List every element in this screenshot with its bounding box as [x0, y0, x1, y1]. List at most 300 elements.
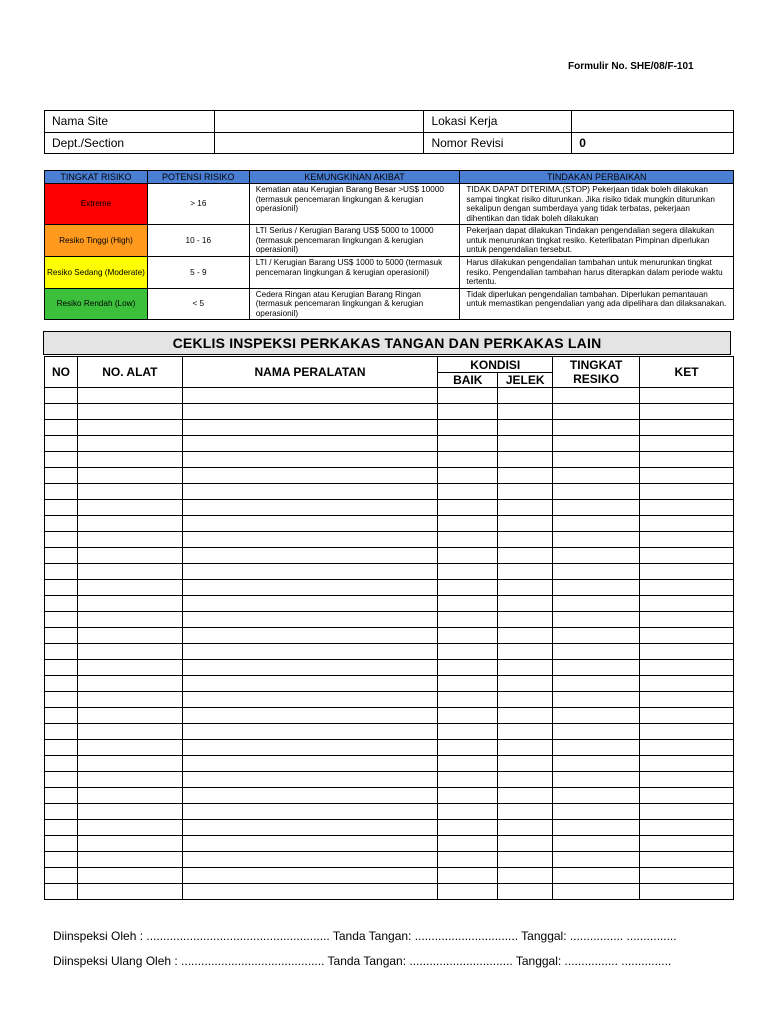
- cell-jelek[interactable]: [498, 548, 553, 564]
- cell-no[interactable]: [45, 532, 78, 548]
- table-row: [45, 884, 734, 900]
- cell-baik[interactable]: [438, 516, 498, 532]
- cell-tingkat-resiko[interactable]: [553, 532, 640, 548]
- table-row: [45, 468, 734, 484]
- cell-ket[interactable]: [640, 644, 734, 660]
- cell-jelek[interactable]: [498, 708, 553, 724]
- cell-baik[interactable]: [438, 564, 498, 580]
- cell-no-alat[interactable]: [77, 852, 182, 868]
- checklist-table: [44, 356, 734, 900]
- cell-no[interactable]: [45, 724, 78, 740]
- legend-row-moderate: [45, 257, 734, 289]
- cell-nama-peralatan[interactable]: [182, 564, 438, 580]
- cell-nama-peralatan[interactable]: [182, 436, 438, 452]
- cell-jelek[interactable]: [498, 564, 553, 580]
- cell-jelek[interactable]: [498, 692, 553, 708]
- tindakan-low: Tidak diperlukan pengendalian tambahan. Diperlukan pemantauan untuk memastikan pengendalian yang ada dipelihara dan dilaksanakan.: [460, 288, 734, 320]
- cell-tingkat-resiko[interactable]: [553, 564, 640, 580]
- legend-row-low: [45, 288, 734, 320]
- cell-no-alat[interactable]: [77, 388, 182, 404]
- cell-baik[interactable]: [438, 468, 498, 484]
- table-row: [45, 868, 734, 884]
- potensi-moderate: 5 - 9: [147, 257, 249, 289]
- cell-nama-peralatan[interactable]: [182, 644, 438, 660]
- cell-jelek[interactable]: [498, 756, 553, 772]
- akibat-extreme: Kematian atau Kerugian Barang Besar >US$ 10000 (termasuk pencemaran lingkungan & kerugian operasionil): [249, 184, 460, 225]
- cell-no-alat[interactable]: [77, 756, 182, 772]
- cell-nama-peralatan[interactable]: [182, 532, 438, 548]
- cell-no[interactable]: [45, 516, 78, 532]
- cell-no-alat[interactable]: [77, 884, 182, 900]
- cell-jelek[interactable]: [498, 836, 553, 852]
- cell-no[interactable]: [45, 852, 78, 868]
- cell-no[interactable]: [45, 404, 78, 420]
- cell-ket[interactable]: [640, 420, 734, 436]
- table-row: [45, 580, 734, 596]
- cell-jelek[interactable]: [498, 804, 553, 820]
- cell-baik[interactable]: [438, 740, 498, 756]
- table-row: [45, 612, 734, 628]
- cell-no[interactable]: [45, 484, 78, 500]
- cell-ket[interactable]: [640, 452, 734, 468]
- cell-no-alat[interactable]: [77, 724, 182, 740]
- cell-tingkat-resiko[interactable]: [553, 628, 640, 644]
- cell-no[interactable]: [45, 420, 78, 436]
- table-row: [45, 724, 734, 740]
- cell-no-alat[interactable]: [77, 708, 182, 724]
- cell-ket[interactable]: [640, 836, 734, 852]
- cell-ket[interactable]: [640, 820, 734, 836]
- cell-tingkat-resiko[interactable]: [553, 692, 640, 708]
- cell-baik[interactable]: [438, 580, 498, 596]
- legend-header-akibat: KEMUNGKINAN AKIBAT: [249, 171, 460, 184]
- nama-site-label: Nama Site: [45, 111, 215, 133]
- cell-tingkat-resiko[interactable]: [553, 580, 640, 596]
- cell-jelek[interactable]: [498, 740, 553, 756]
- cell-nama-peralatan[interactable]: [182, 820, 438, 836]
- cell-nama-peralatan[interactable]: [182, 756, 438, 772]
- cell-tingkat-resiko[interactable]: [553, 612, 640, 628]
- cell-nama-peralatan[interactable]: [182, 388, 438, 404]
- risk-level-extreme: Extreme: [45, 184, 148, 225]
- cell-no-alat[interactable]: [77, 692, 182, 708]
- table-row: [45, 404, 734, 420]
- cell-tingkat-resiko[interactable]: [553, 404, 640, 420]
- table-row: [45, 676, 734, 692]
- cell-ket[interactable]: [640, 676, 734, 692]
- cell-jelek[interactable]: [498, 500, 553, 516]
- table-row: [45, 516, 734, 532]
- lokasi-kerja-label: Lokasi Kerja: [424, 111, 572, 133]
- cell-no[interactable]: [45, 692, 78, 708]
- legend-row-extreme: [45, 184, 734, 225]
- cell-nama-peralatan[interactable]: [182, 852, 438, 868]
- cell-baik[interactable]: [438, 884, 498, 900]
- cell-no-alat[interactable]: [77, 772, 182, 788]
- cell-baik[interactable]: [438, 708, 498, 724]
- cell-baik[interactable]: [438, 644, 498, 660]
- table-row: [45, 484, 734, 500]
- cell-tingkat-resiko[interactable]: [553, 724, 640, 740]
- cell-ket[interactable]: [640, 564, 734, 580]
- cell-no-alat[interactable]: [77, 404, 182, 420]
- cell-jelek[interactable]: [498, 884, 553, 900]
- dept-section-field[interactable]: [214, 132, 424, 154]
- cell-tingkat-resiko[interactable]: [553, 804, 640, 820]
- cell-baik[interactable]: [438, 692, 498, 708]
- cell-no[interactable]: [45, 596, 78, 612]
- potensi-low: < 5: [147, 288, 249, 320]
- cell-nama-peralatan[interactable]: [182, 484, 438, 500]
- col-tingkat-resiko: TINGKAT RESIKO: [553, 357, 640, 388]
- cell-nama-peralatan[interactable]: [182, 772, 438, 788]
- cell-ket[interactable]: [640, 596, 734, 612]
- table-row: [45, 564, 734, 580]
- cell-no-alat[interactable]: [77, 420, 182, 436]
- cell-ket[interactable]: [640, 756, 734, 772]
- table-row: [45, 772, 734, 788]
- cell-tingkat-resiko[interactable]: [553, 772, 640, 788]
- risk-legend-table: [44, 170, 734, 320]
- cell-jelek[interactable]: [498, 436, 553, 452]
- cell-no-alat[interactable]: [77, 516, 182, 532]
- cell-jelek[interactable]: [498, 724, 553, 740]
- legend-row-high: [45, 225, 734, 257]
- cell-tingkat-resiko[interactable]: [553, 788, 640, 804]
- cell-jelek[interactable]: [498, 388, 553, 404]
- cell-nama-peralatan[interactable]: [182, 868, 438, 884]
- risk-level-low: Resiko Rendah (Low): [45, 288, 148, 320]
- cell-nama-peralatan[interactable]: [182, 836, 438, 852]
- col-no: NO: [45, 357, 78, 388]
- cell-baik[interactable]: [438, 676, 498, 692]
- cell-jelek[interactable]: [498, 468, 553, 484]
- footer-reinspected-by: Diinspeksi Ulang Oleh : ........................................... Tanda Tangan: ............................... Tanggal: ................ ...............: [53, 954, 672, 968]
- cell-tingkat-resiko[interactable]: [553, 516, 640, 532]
- cell-tingkat-resiko[interactable]: [553, 836, 640, 852]
- cell-ket[interactable]: [640, 852, 734, 868]
- cell-ket[interactable]: [640, 468, 734, 484]
- cell-tingkat-resiko[interactable]: [553, 596, 640, 612]
- cell-ket[interactable]: [640, 788, 734, 804]
- cell-tingkat-resiko[interactable]: [553, 548, 640, 564]
- cell-tingkat-resiko[interactable]: [553, 868, 640, 884]
- cell-ket[interactable]: [640, 548, 734, 564]
- cell-tingkat-resiko[interactable]: [553, 708, 640, 724]
- cell-ket[interactable]: [640, 612, 734, 628]
- cell-no[interactable]: [45, 820, 78, 836]
- cell-ket[interactable]: [640, 660, 734, 676]
- legend-header-potensi: POTENSI RISIKO: [147, 171, 249, 184]
- cell-jelek[interactable]: [498, 596, 553, 612]
- cell-no-alat[interactable]: [77, 452, 182, 468]
- cell-ket[interactable]: [640, 868, 734, 884]
- cell-baik[interactable]: [438, 404, 498, 420]
- cell-nama-peralatan[interactable]: [182, 884, 438, 900]
- cell-ket[interactable]: [640, 388, 734, 404]
- table-row: [45, 756, 734, 772]
- cell-nama-peralatan[interactable]: [182, 740, 438, 756]
- table-row: [45, 436, 734, 452]
- table-row: [45, 596, 734, 612]
- table-row: [45, 452, 734, 468]
- cell-no-alat[interactable]: [77, 740, 182, 756]
- cell-baik[interactable]: [438, 548, 498, 564]
- cell-jelek[interactable]: [498, 628, 553, 644]
- cell-jelek[interactable]: [498, 404, 553, 420]
- cell-jelek[interactable]: [498, 420, 553, 436]
- cell-ket[interactable]: [640, 484, 734, 500]
- cell-nama-peralatan[interactable]: [182, 660, 438, 676]
- cell-no-alat[interactable]: [77, 596, 182, 612]
- cell-ket[interactable]: [640, 500, 734, 516]
- cell-no-alat[interactable]: [77, 500, 182, 516]
- footer-inspected-by: Diinspeksi Oleh : ....................................................... Tanda Tangan: ............................... Tanggal: ................ ...............: [53, 929, 677, 943]
- cell-ket[interactable]: [640, 804, 734, 820]
- cell-no-alat[interactable]: [77, 468, 182, 484]
- cell-baik[interactable]: [438, 420, 498, 436]
- cell-no-alat[interactable]: [77, 612, 182, 628]
- cell-no-alat[interactable]: [77, 548, 182, 564]
- cell-jelek[interactable]: [498, 820, 553, 836]
- cell-no-alat[interactable]: [77, 836, 182, 852]
- cell-baik[interactable]: [438, 804, 498, 820]
- col-nama-peralatan: NAMA PERALATAN: [182, 357, 438, 388]
- cell-tingkat-resiko[interactable]: [553, 660, 640, 676]
- table-row: [45, 692, 734, 708]
- cell-no[interactable]: [45, 756, 78, 772]
- cell-no[interactable]: [45, 548, 78, 564]
- cell-no[interactable]: [45, 564, 78, 580]
- cell-nama-peralatan[interactable]: [182, 724, 438, 740]
- cell-no-alat[interactable]: [77, 564, 182, 580]
- cell-baik[interactable]: [438, 628, 498, 644]
- cell-tingkat-resiko[interactable]: [553, 484, 640, 500]
- table-row: [45, 548, 734, 564]
- cell-tingkat-resiko[interactable]: [553, 436, 640, 452]
- cell-baik[interactable]: [438, 452, 498, 468]
- table-row: [45, 628, 734, 644]
- table-row: [45, 788, 734, 804]
- cell-baik[interactable]: [438, 436, 498, 452]
- nomor-revisi-label: Nomor Revisi: [424, 132, 572, 154]
- cell-no[interactable]: [45, 772, 78, 788]
- checklist-title: CEKLIS INSPEKSI PERKAKAS TANGAN DAN PERKAKAS LAIN: [43, 331, 731, 355]
- lokasi-kerja-field[interactable]: [572, 111, 734, 133]
- cell-nama-peralatan[interactable]: [182, 580, 438, 596]
- table-row: [45, 388, 734, 404]
- cell-baik[interactable]: [438, 484, 498, 500]
- cell-nama-peralatan[interactable]: [182, 516, 438, 532]
- tindakan-extreme: TIDAK DAPAT DITERIMA.(STOP) Pekerjaan tidak boleh dilakukan sampai tingkat risiko diturunkan. Jika risiko tidak mungkin diturunkan sekalipun dengan sumberdaya yang tidak terbatas, pekerjaan dihentikan dan tidak boleh dilakukan: [460, 184, 734, 225]
- cell-baik[interactable]: [438, 660, 498, 676]
- cell-nama-peralatan[interactable]: [182, 628, 438, 644]
- cell-jelek[interactable]: [498, 612, 553, 628]
- cell-no-alat[interactable]: [77, 484, 182, 500]
- akibat-moderate: LTI / Kerugian Barang US$ 1000 to 5000 (termasuk pencemaran lingkungan & kerugian operasionil): [249, 257, 460, 289]
- legend-header-tingkat: TINGKAT RISIKO: [45, 171, 148, 184]
- cell-no[interactable]: [45, 708, 78, 724]
- cell-jelek[interactable]: [498, 772, 553, 788]
- legend-header-tindakan: TINDAKAN PERBAIKAN: [460, 171, 734, 184]
- cell-nama-peralatan[interactable]: [182, 404, 438, 420]
- cell-no[interactable]: [45, 740, 78, 756]
- cell-jelek[interactable]: [498, 852, 553, 868]
- cell-no[interactable]: [45, 884, 78, 900]
- cell-ket[interactable]: [640, 724, 734, 740]
- cell-no-alat[interactable]: [77, 436, 182, 452]
- cell-nama-peralatan[interactable]: [182, 468, 438, 484]
- col-jelek: JELEK: [498, 373, 553, 388]
- cell-no[interactable]: [45, 644, 78, 660]
- cell-nama-peralatan[interactable]: [182, 420, 438, 436]
- cell-tingkat-resiko[interactable]: [553, 644, 640, 660]
- cell-tingkat-resiko[interactable]: [553, 452, 640, 468]
- cell-no[interactable]: [45, 804, 78, 820]
- table-row: [45, 500, 734, 516]
- cell-no[interactable]: [45, 788, 78, 804]
- cell-tingkat-resiko[interactable]: [553, 852, 640, 868]
- cell-baik[interactable]: [438, 388, 498, 404]
- cell-baik[interactable]: [438, 836, 498, 852]
- cell-tingkat-resiko[interactable]: [553, 420, 640, 436]
- cell-ket[interactable]: [640, 404, 734, 420]
- table-row: [45, 852, 734, 868]
- cell-nama-peralatan[interactable]: [182, 804, 438, 820]
- checklist-body: [45, 388, 734, 900]
- cell-baik[interactable]: [438, 852, 498, 868]
- cell-no[interactable]: [45, 388, 78, 404]
- tindakan-high: Pekerjaan dapat dilakukan Tindakan pengendalian segera dilakukan untuk menurunkan tingkat resiko. Keterlibatan Pimpinan diperlukan untuk pengendalian tersebut.: [460, 225, 734, 257]
- cell-jelek[interactable]: [498, 868, 553, 884]
- cell-nama-peralatan[interactable]: [182, 596, 438, 612]
- cell-tingkat-resiko[interactable]: [553, 500, 640, 516]
- cell-nama-peralatan[interactable]: [182, 452, 438, 468]
- cell-jelek[interactable]: [498, 516, 553, 532]
- table-row: [45, 820, 734, 836]
- cell-baik[interactable]: [438, 868, 498, 884]
- cell-no[interactable]: [45, 676, 78, 692]
- cell-no-alat[interactable]: [77, 660, 182, 676]
- cell-no[interactable]: [45, 452, 78, 468]
- cell-no-alat[interactable]: [77, 580, 182, 596]
- table-row: [45, 836, 734, 852]
- cell-ket[interactable]: [640, 708, 734, 724]
- cell-ket[interactable]: [640, 532, 734, 548]
- akibat-high: LTI Serius / Kerugian Barang US$ 5000 to 10000 (termasuk pencemaran lingkungan & kerugian operasionil): [249, 225, 460, 257]
- cell-jelek[interactable]: [498, 788, 553, 804]
- cell-nama-peralatan[interactable]: [182, 676, 438, 692]
- cell-tingkat-resiko[interactable]: [553, 676, 640, 692]
- cell-baik[interactable]: [438, 596, 498, 612]
- cell-jelek[interactable]: [498, 676, 553, 692]
- cell-baik[interactable]: [438, 532, 498, 548]
- potensi-high: 10 - 16: [147, 225, 249, 257]
- cell-tingkat-resiko[interactable]: [553, 388, 640, 404]
- cell-nama-peralatan[interactable]: [182, 692, 438, 708]
- cell-baik[interactable]: [438, 756, 498, 772]
- table-row: [45, 708, 734, 724]
- cell-baik[interactable]: [438, 612, 498, 628]
- cell-baik[interactable]: [438, 772, 498, 788]
- cell-tingkat-resiko[interactable]: [553, 740, 640, 756]
- cell-tingkat-resiko[interactable]: [553, 756, 640, 772]
- cell-no[interactable]: [45, 836, 78, 852]
- cell-baik[interactable]: [438, 788, 498, 804]
- table-row: [45, 740, 734, 756]
- cell-ket[interactable]: [640, 740, 734, 756]
- cell-tingkat-resiko[interactable]: [553, 820, 640, 836]
- cell-no-alat[interactable]: [77, 644, 182, 660]
- cell-no-alat[interactable]: [77, 804, 182, 820]
- cell-jelek[interactable]: [498, 580, 553, 596]
- cell-no[interactable]: [45, 580, 78, 596]
- cell-jelek[interactable]: [498, 484, 553, 500]
- cell-baik[interactable]: [438, 500, 498, 516]
- cell-jelek[interactable]: [498, 452, 553, 468]
- cell-nama-peralatan[interactable]: [182, 708, 438, 724]
- cell-no-alat[interactable]: [77, 532, 182, 548]
- cell-no[interactable]: [45, 500, 78, 516]
- cell-no-alat[interactable]: [77, 788, 182, 804]
- col-kondisi: KONDISI: [438, 357, 553, 373]
- table-row: [45, 660, 734, 676]
- col-no-alat: NO. ALAT: [77, 357, 182, 388]
- cell-ket[interactable]: [640, 516, 734, 532]
- cell-ket[interactable]: [640, 884, 734, 900]
- table-row: [45, 532, 734, 548]
- table-row: [45, 420, 734, 436]
- cell-no[interactable]: [45, 612, 78, 628]
- form-number: Formulir No. SHE/08/F-101: [568, 61, 694, 72]
- cell-ket[interactable]: [640, 628, 734, 644]
- table-row: [45, 644, 734, 660]
- cell-nama-peralatan[interactable]: [182, 500, 438, 516]
- cell-tingkat-resiko[interactable]: [553, 468, 640, 484]
- cell-ket[interactable]: [640, 692, 734, 708]
- cell-jelek[interactable]: [498, 660, 553, 676]
- cell-no-alat[interactable]: [77, 820, 182, 836]
- cell-jelek[interactable]: [498, 644, 553, 660]
- site-info-table: [44, 110, 734, 154]
- cell-baik[interactable]: [438, 820, 498, 836]
- cell-no-alat[interactable]: [77, 628, 182, 644]
- cell-ket[interactable]: [640, 772, 734, 788]
- cell-nama-peralatan[interactable]: [182, 612, 438, 628]
- cell-no[interactable]: [45, 868, 78, 884]
- cell-no[interactable]: [45, 436, 78, 452]
- cell-nama-peralatan[interactable]: [182, 548, 438, 564]
- cell-ket[interactable]: [640, 436, 734, 452]
- nama-site-field[interactable]: [214, 111, 424, 133]
- cell-no[interactable]: [45, 660, 78, 676]
- cell-no-alat[interactable]: [77, 868, 182, 884]
- risk-level-moderate: Resiko Sedang (Moderate): [45, 257, 148, 289]
- cell-jelek[interactable]: [498, 532, 553, 548]
- table-row: [45, 804, 734, 820]
- risk-level-high: Resiko Tinggi (High): [45, 225, 148, 257]
- nomor-revisi-field[interactable]: 0: [572, 132, 734, 154]
- cell-baik[interactable]: [438, 724, 498, 740]
- cell-nama-peralatan[interactable]: [182, 788, 438, 804]
- cell-no[interactable]: [45, 468, 78, 484]
- col-ket: KET: [640, 357, 734, 388]
- cell-ket[interactable]: [640, 580, 734, 596]
- dept-section-label: Dept./Section: [45, 132, 215, 154]
- cell-no[interactable]: [45, 628, 78, 644]
- cell-no-alat[interactable]: [77, 676, 182, 692]
- cell-tingkat-resiko[interactable]: [553, 884, 640, 900]
